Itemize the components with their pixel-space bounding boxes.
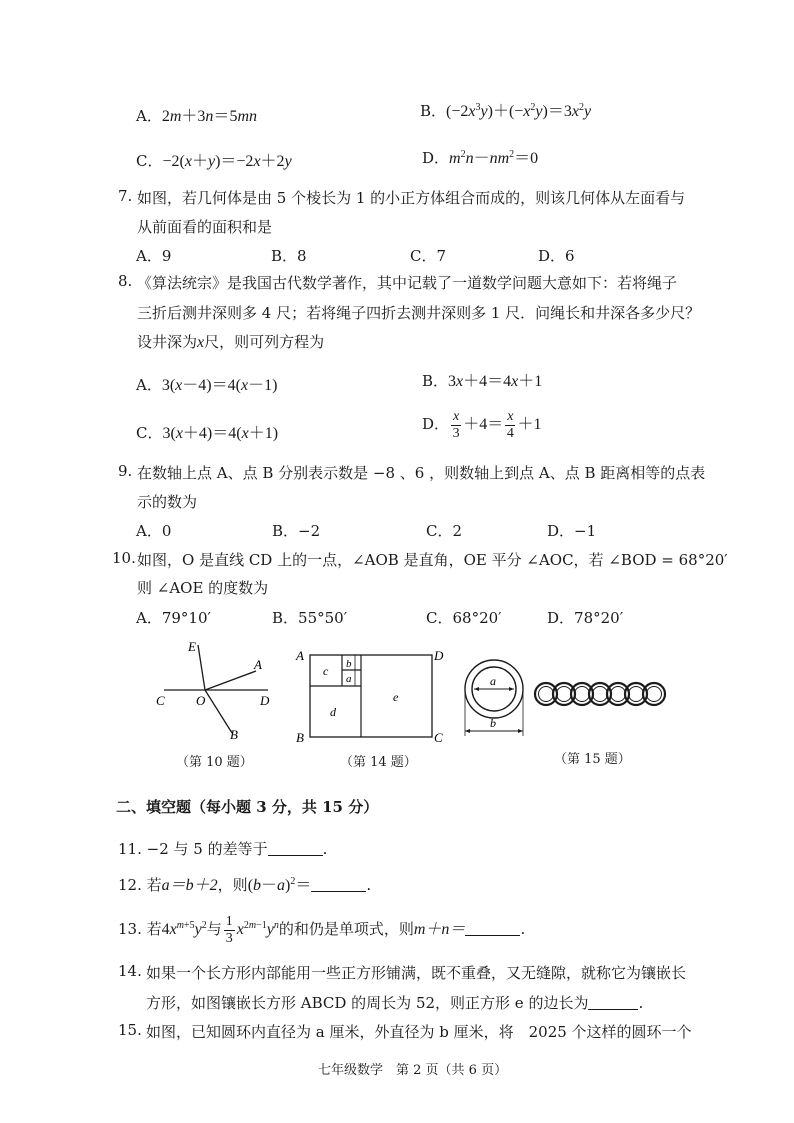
section-title: 二、填空题（每小题 3 分，共 15 分） [116,798,379,816]
q7-option-b: B．8 [271,247,307,265]
q11-answer-blank[interactable] [268,841,323,856]
q14-line2: 方形，如图镶嵌长方形 ABCD 的周长为 52，则正方形 e 的边长为 . [146,994,644,1012]
q15-number: 15. [118,1021,142,1039]
label-b: B [296,730,304,745]
q14-number: 14. [118,962,142,980]
q8-option-c: C．3(x＋4)＝4(x＋1) [136,424,279,442]
label-c: C [156,693,165,708]
square-b: b [346,658,352,670]
ray-oe [198,645,205,690]
q10-option-c: C．68°20′ [426,609,502,627]
page-footer: 七年级数学 第 2 页（共 6 页） [318,1063,508,1078]
q7-option-d: D．6 [538,247,575,265]
q10-number: 10. [112,549,136,567]
q14-answer-blank[interactable] [588,995,638,1010]
figure-q15 [460,652,680,742]
q6-option-d: D．$m^2n-nm^2=0$ [422,149,539,167]
ray-oa [205,671,256,690]
label-e: E [188,639,196,654]
square-c: c [323,664,329,678]
caption-q10: （第 10 题） [176,755,253,770]
q8-number: 8. [118,272,133,290]
label-b: b [490,716,496,730]
q9-option-b: B．−2 [272,522,321,540]
q6-option-b: B．$(-2x^3y)+(-x^2y)=3x^2y$ [420,102,592,120]
q9-option-c: C．2 [426,522,463,540]
q12-answer-blank[interactable] [311,877,366,892]
label-b: B [230,727,238,742]
q10-line1: 如图，O 是直线 CD 上的一点，∠AOB 是直角，OE 平分 ∠AOC，若 ∠BOD = 68°20′ [137,551,728,569]
figure-q14 [290,642,450,748]
q6-option-a: A．2m＋3n＝5mn [136,107,257,125]
q8-line2: 三折后测井深则多 4 尺；若将绳子四折去测井深则多 1 尺．问绳长和井深各多少尺？ [137,304,701,322]
label-a: A [254,657,262,672]
q7-line2: 从前面看的面积和是 [137,218,273,236]
q7-number: 7. [118,187,133,205]
q15-line1: 如图，已知圆环内直径为 a 厘米，外直径为 b 厘米，将 2025 个这样的圆环一个 [146,1023,692,1041]
q9-option-a: A．0 [136,522,172,540]
label-a: A [296,648,304,663]
q9-line2: 示的数为 [137,493,198,511]
label-d: D [434,648,444,663]
label-o: O [196,693,206,708]
q9-number: 9. [118,462,133,480]
square-a: a [346,673,352,685]
caption-q14: （第 14 题） [340,755,417,770]
q9-line1: 在数轴上点 A、点 B 分别表示数是 −8 、6 ，则数轴上到点 A、点 B 距离相等的点表 [137,464,706,482]
q8-line3: 设井深为x尺，则可列方程为 [137,333,325,351]
q7-line1: 如图，若几何体是由 5 个棱长为 1 的小正方体组合而成的，则该几何体从左面看与 [137,189,686,207]
ray-ob [205,690,232,733]
q8-option-d: D． $\frac{x}{3}$ ＋4＝ $\frac{x}{4}$ ＋1 [422,409,542,441]
q10-line2: 则 ∠AOE 的度数为 [137,579,269,597]
figure-q10 [150,635,280,745]
q7-option-c: C．7 [410,247,447,265]
label-a: a [490,674,496,688]
q12: 12. 若a＝b＋2，则$(b-a)^2=$ . [118,876,372,894]
square-e: e [393,690,399,704]
square-d: d [330,705,336,719]
q9-option-d: D．−1 [547,522,597,540]
q13: 13. 若$4x^{m+5}y^2$与 $\frac{1}{3}$ $x^{2m-1}y^n$的和仍是单项式，则m＋n＝ . [118,914,526,946]
ring-chain [535,683,665,705]
q8-line1: 《算法统宗》是我国古代数学著作，其中记载了一道数学问题大意如下：若将绳子 [137,274,678,292]
q11: 11. −2 与 5 的差等于 . [118,840,328,858]
label-c: C [434,730,443,745]
q7-option-a: A．9 [136,247,172,265]
q10-option-a: A．79°10′ [136,609,211,627]
caption-q15: （第 15 题） [554,752,631,767]
q10-option-d: D．78°20′ [547,609,624,627]
label-d: D [260,693,270,708]
q10-option-b: B．55°50′ [272,609,348,627]
q8-option-b: B．3x＋4＝4x＋1 [422,372,543,390]
q13-answer-blank[interactable] [465,921,520,936]
q8-option-a: A．3(x－4)＝4(x－1) [136,376,278,394]
q6-option-c: C．−2(x＋y)＝−2x＋2y [136,152,292,170]
q14-line1: 如果一个长方形内部能用一些正方形铺满，既不重叠，又无缝隙，就称它为镶嵌长 [146,964,687,982]
